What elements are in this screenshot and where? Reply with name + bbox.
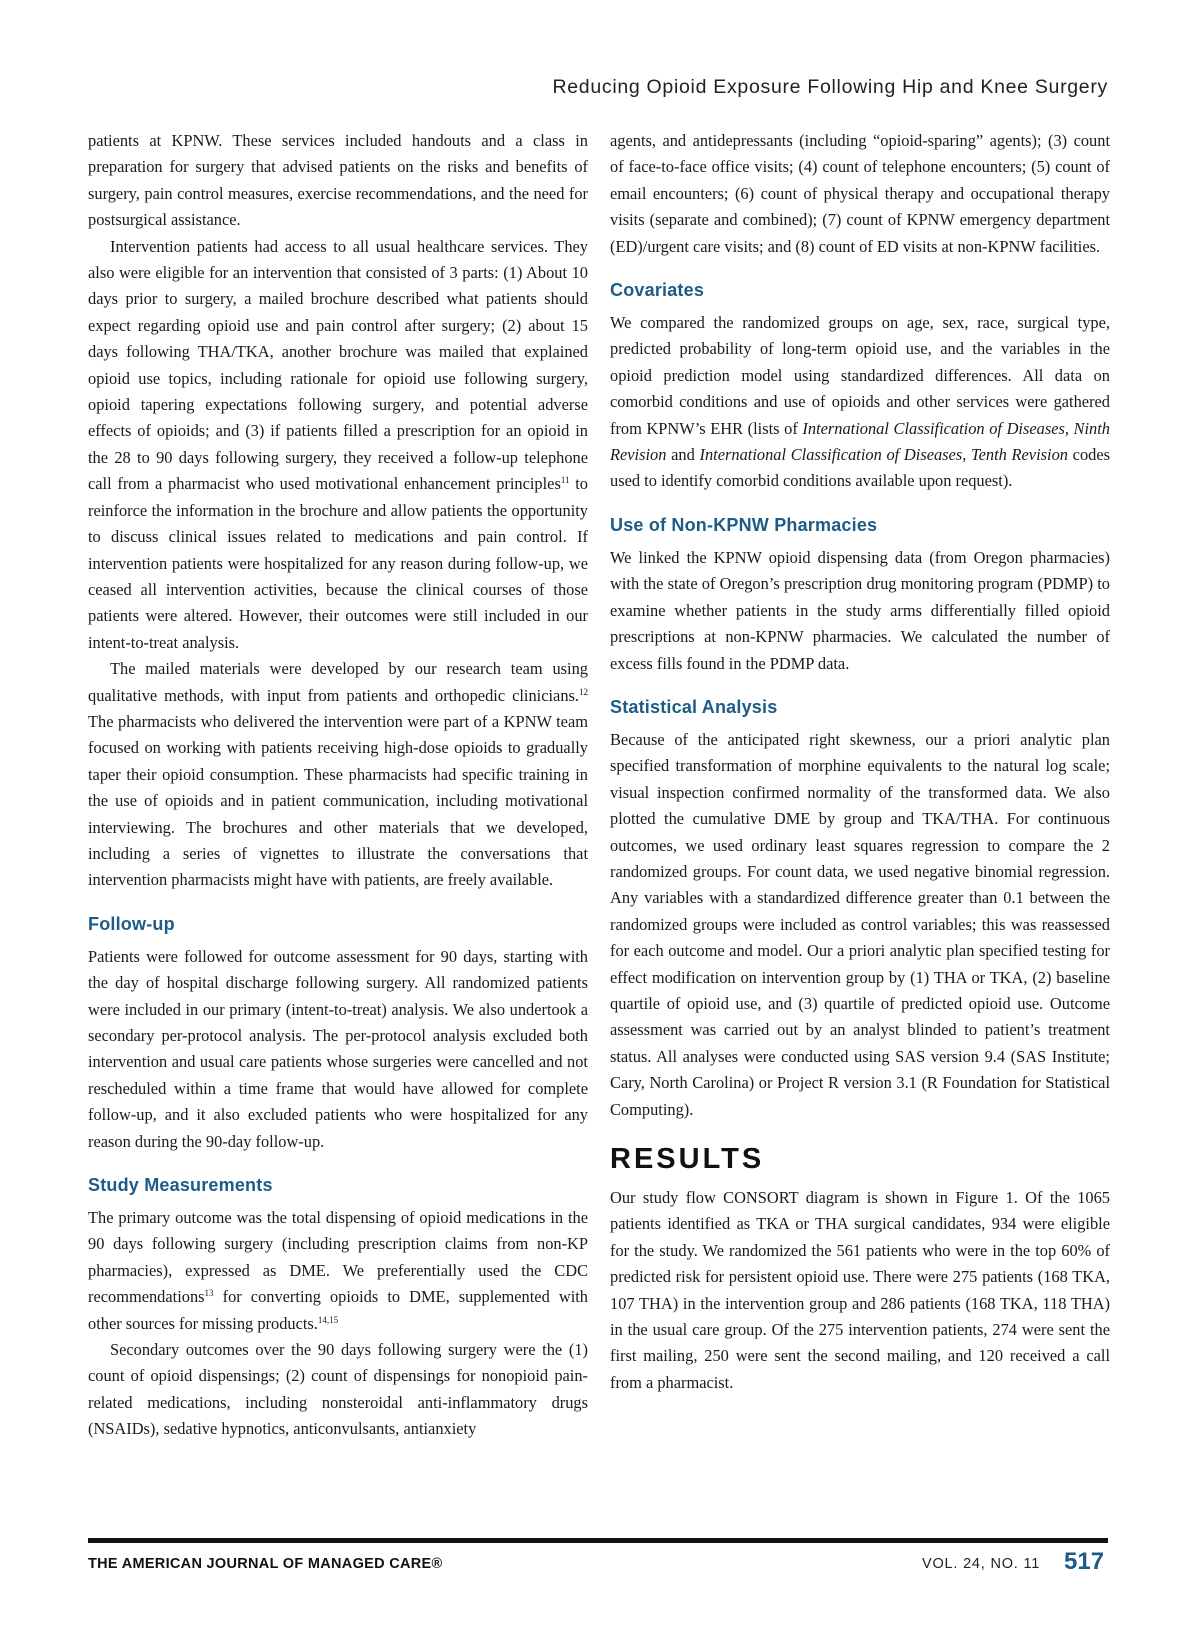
text-run: Intervention patients had access to all usual healthcare services. They also were eligible for an intervention that consisted of 3 parts: (1) About 10 days prior to surgery, a mailed brochure described what patients should expect regarding opioid use and pain control after surgery; (2) about 15 days following THA/TKA, another brochure was mailed that explained opioid use topics, including rationale for opioid use following surgery, opioid tapering expectations following surgery, and potential adverse effects of opioids; and (3) if patients filled a prescription for an opioid in the 28 to 90 days following surgery, they received a follow-up telephone call from a pharmacist who used motivational enhancement principles [88,236,588,494]
paragraph [610,310,1110,495]
footer-rule [88,1538,1108,1543]
section-heading-non-kpnw-pharmacies: Use of Non-KPNW Pharmacies [610,514,878,535]
citation-ref: 14,15 [317,1314,339,1325]
running-title: Reducing Opioid Exposure Following Hip and Knee Surgery [552,76,1108,98]
paragraph: Our study flow CONSORT diagram is shown in Figure 1. Of the 1065 patients identified as TKA or THA surgical candidates, 934 were eligible for the study. We randomized the 561 patients who were in the top 60% of predicted risk for persistent opioid use. There were 275 patients (168 TKA, 107 THA) in the intervention group and 286 patients (168 TKA, 118 THA) in the usual care group. Of the 275 intervention patients, 274 were sent the first mailing, 250 were sent the second mailing, and 120 received a call from a pharmacist. [610,1188,1110,1392]
text-run: The pharmacists who delivered the intervention were part of a KPNW team focused on working with patients receiving high-dose opioids to gradually taper their opioid consumption. These pharmacists had specific training in the use of opioids and in patient communication, including motivational interviewing. The brochures and other materials that we developed, including a series of vignettes to illustrate the conversations that intervention pharmacists might have with patients, are freely available. [88,711,588,890]
italic-term: International Classification of Diseases, Tenth Revision [699,445,1068,465]
journal-name: THE AMERICAN JOURNAL OF MANAGED CARE® [88,1556,443,1572]
right-column [610,128,1110,1396]
text-run: The primary outcome was the total dispensing of opioid medications in the 90 days following surgery (including prescription claims from non-KP pharmacies), expressed as DME. We preferentially used the CDC recommendations [88,1208,588,1307]
citation-ref: 11 [560,475,570,486]
paragraph [88,656,588,894]
volume-issue: VOL. 24, NO. 11 [922,1556,1041,1572]
section-heading-results: RESULTS [610,1143,765,1175]
citation-ref: 12 [579,686,588,697]
italic-term: International Classification of Diseases, Ninth Revision [610,418,1110,465]
text-run: and [666,445,700,465]
paragraph: We linked the KPNW opioid dispensing data (from Oregon pharmacies) with the state of Oregon’s prescription drug monitoring program (PDMP) to examine whether patients in the study arms differentially filled opioid prescriptions at non-KPNW pharmacies. We calculated the number of excess fills found in the PDMP data. [610,547,1110,673]
text-run: to reinforce the information in the brochure and allow patients the opportunity to discuss clinical issues related to medications and pain control. If intervention patients were hospitalized for any reason during follow-up, we ceased all intervention activities, because the clinical courses of those patients were altered. However, their outcomes were still included in our intent-to-treat analysis. [88,474,588,652]
paragraph: agents, and antidepressants (including “opioid-sparing” agents); (3) count of face-to-face office visits; (4) count of telephone encounters; (5) count of email encounters; (6) count of physical therapy and occupational therapy visits (separate and combined); (7) count of KPNW emergency department (ED)/urgent care visits; and (8) count of ED visits at non-KPNW facilities. [610,131,1110,256]
citation-ref: 13 [204,1288,214,1299]
text-run: The mailed materials were developed by our research team using qualitative methods, with input from patients and orthopedic clinicians. [88,659,588,705]
left-column [88,128,588,1443]
text-run: codes used to identify comorbid conditions available upon request). [610,445,1110,491]
text-run: We compared the randomized groups on age, sex, race, surgical type, predicted probability of long-term opioid use, and the variables in the opioid prediction model using standardized differences. All data on comorbid conditions and use of opioids and other services were gathered from KPNW’s EHR (lists of [610,313,1110,438]
paragraph: patients at KPNW. These services included handouts and a class in preparation for surgery that advised patients on the risks and benefits of surgery, pain control measures, exercise recommendations, and the need for postsurgical assistance. [88,131,588,230]
text-run: for converting opioids to DME, supplemented with other sources for missing products. [88,1287,588,1333]
section-heading-statistical-analysis: Statistical Analysis [610,696,778,717]
section-heading-follow-up: Follow-up [88,913,175,934]
paragraph: Patients were followed for outcome assessment for 90 days, starting with the day of hospital discharge following surgery. All randomized patients were included in our primary (intent-to-treat) analysis. We also undertook a secondary per-protocol analysis. The per-protocol analysis excluded both intervention and usual care patients whose surgeries were cancelled and not rescheduled within a time frame that would have allowed for complete follow-up, and it also excluded patients who were hospitalized for any reason during the 90-day follow-up. [88,946,588,1151]
section-heading-study-measurements: Study Measurements [88,1175,273,1196]
paragraph [88,234,588,657]
paragraph [88,1205,588,1337]
page-number: 517 [1064,1548,1105,1575]
paragraph: Because of the anticipated right skewness, our a priori analytic plan specified transformation of morphine equivalents to the natural log scale; visual inspection confirmed normality of the transformed data. We also plotted the cumulative DME by group and TKA/THA. For continuous outcomes, we used ordinary least squares regression to compare the 2 randomized groups. For count data, we used negative binomial regression. Any variables with a standardized difference greater than 0.1 between the randomized groups were included as control variables; this was reassessed for each outcome and model. Our a priori analytic plan specified testing for effect modification on intervention group by (1) THA or TKA, (2) baseline quartile of opioid use, and (3) quartile of predicted opioid use. Outcome assessment was carried out by an analyst blinded to patient’s treatment status. All analyses were conducted using SAS version 9.4 (SAS Institute; Cary, North Carolina) or Project R version 3.1 (R Foundation for Statistical Computing). [610,729,1110,1119]
paragraph: Secondary outcomes over the 90 days following surgery were the (1) count of opioid dispensings; (2) count of dispensings for nonopioid pain-related medications, including nonsteroidal anti-inflammatory drugs (NSAIDs), sedative hypnotics, anticonvulsants, antianxiety [88,1340,588,1439]
section-heading-covariates: Covariates [610,280,705,301]
